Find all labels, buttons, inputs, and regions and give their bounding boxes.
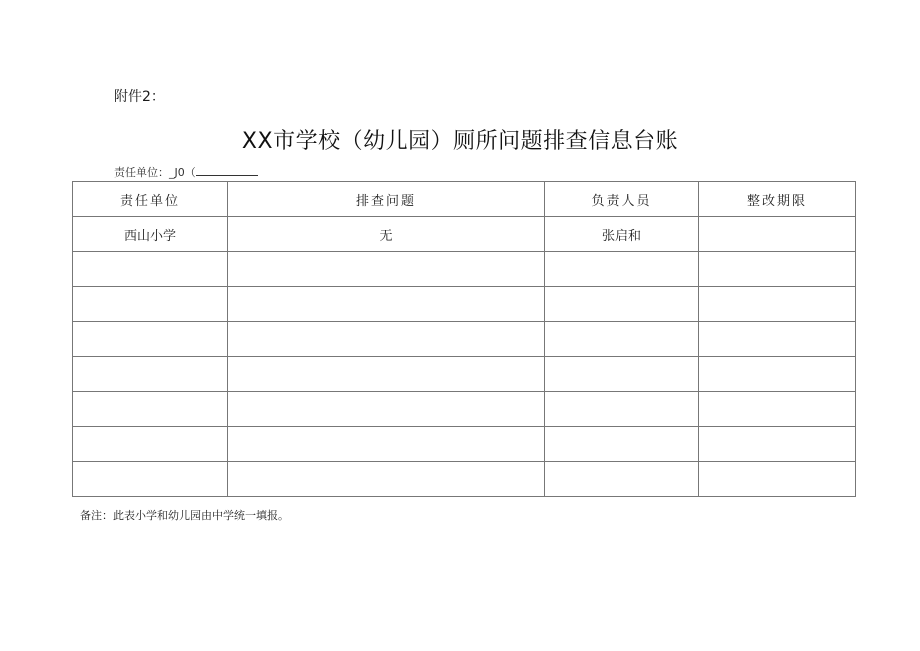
cell-issue — [228, 392, 545, 427]
header-inspection-issue: 排查问题 — [228, 182, 545, 217]
cell-issue — [228, 462, 545, 497]
cell-issue — [228, 322, 545, 357]
attachment-label: 附件2： — [114, 89, 165, 105]
header-responsible-person: 负责人员 — [545, 182, 699, 217]
footnote-remark: 备注：此表小学和幼儿园由中学统一填报。 — [80, 509, 289, 522]
cell-deadline — [699, 217, 856, 252]
cell-deadline — [699, 462, 856, 497]
cell-unit — [73, 322, 228, 357]
cell-issue — [228, 287, 545, 322]
cell-issue: 无 — [228, 217, 545, 252]
header-responsible-unit: 责任单位 — [73, 182, 228, 217]
table-row — [73, 392, 856, 427]
cell-unit — [73, 392, 228, 427]
cell-person — [545, 287, 699, 322]
cell-unit — [73, 252, 228, 287]
table-header-row — [73, 182, 856, 217]
cell-unit — [73, 462, 228, 497]
responsible-unit-label: 责任单位：_J0（ — [114, 166, 196, 179]
cell-deadline — [699, 427, 856, 462]
cell-person — [545, 252, 699, 287]
cell-deadline — [699, 287, 856, 322]
table-row — [73, 287, 856, 322]
table-row — [73, 322, 856, 357]
inspection-ledger-table — [72, 181, 856, 497]
cell-deadline — [699, 252, 856, 287]
cell-person — [545, 427, 699, 462]
cell-deadline — [699, 392, 856, 427]
cell-deadline — [699, 357, 856, 392]
document-title: XX市学校（幼儿园）厕所问题排查信息台账 — [241, 129, 679, 154]
cell-unit: 西山小学 — [73, 217, 228, 252]
table-row — [73, 252, 856, 287]
cell-issue — [228, 427, 545, 462]
cell-issue — [228, 357, 545, 392]
cell-person — [545, 462, 699, 497]
table-row — [73, 357, 856, 392]
cell-person — [545, 392, 699, 427]
cell-person — [545, 357, 699, 392]
responsible-unit-line — [114, 164, 258, 180]
cell-person: 张启和 — [545, 217, 699, 252]
responsible-unit-blank — [196, 165, 258, 176]
cell-unit — [73, 357, 228, 392]
table-row — [73, 462, 856, 497]
cell-deadline — [699, 322, 856, 357]
cell-issue — [228, 252, 545, 287]
cell-unit — [73, 287, 228, 322]
table-row — [73, 427, 856, 462]
table-row — [73, 217, 856, 252]
cell-person — [545, 322, 699, 357]
header-rectification-deadline: 整改期限 — [699, 182, 856, 217]
cell-unit — [73, 427, 228, 462]
